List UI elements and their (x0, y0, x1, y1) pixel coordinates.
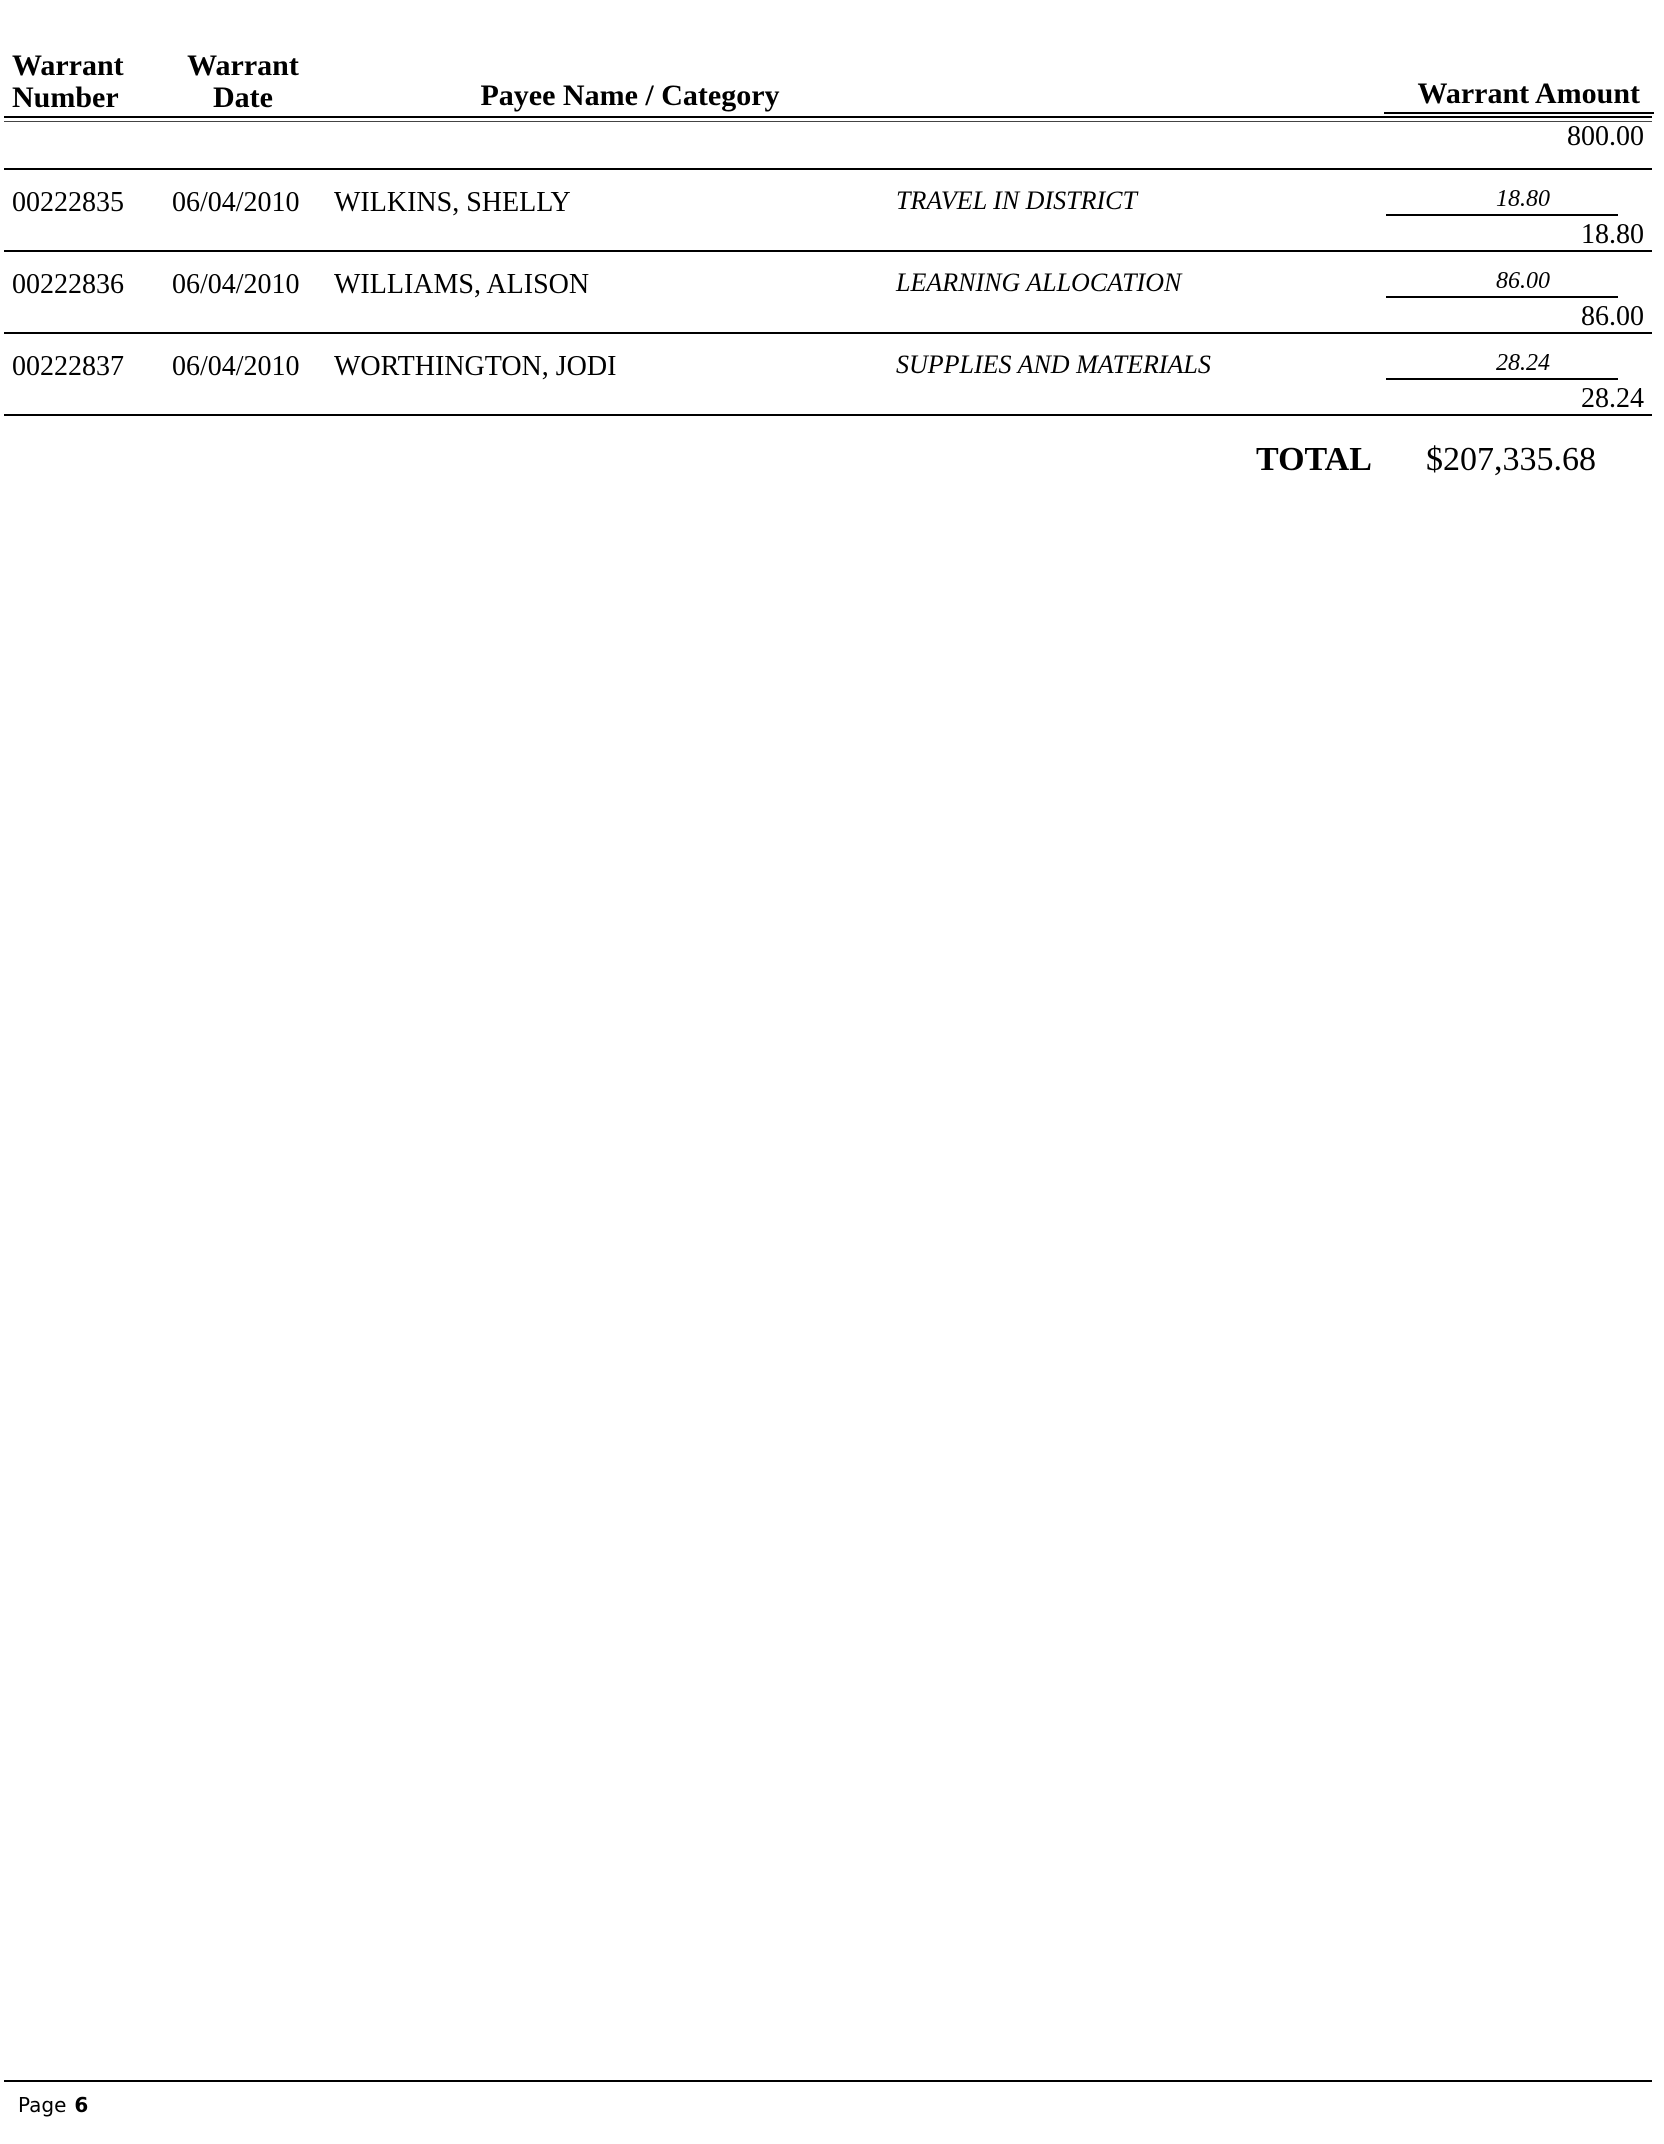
category: SUPPLIES AND MATERIALS (896, 350, 1211, 379)
warrant-total: 18.80 (1581, 219, 1644, 250)
table-row (4, 170, 1652, 252)
warrant-number: 00222835 (12, 187, 124, 218)
page-indicator (18, 2094, 88, 2116)
subtotal-rule (1386, 296, 1618, 298)
table-row (4, 252, 1652, 334)
warrant-number: 00222837 (12, 351, 124, 382)
category: LEARNING ALLOCATION (896, 268, 1182, 297)
payee-name: WILLIAMS, ALISON (334, 269, 590, 300)
header-warrant-number-line1: Warrant (12, 49, 124, 82)
header-warrant-amount: Warrant Amount (1417, 77, 1640, 110)
payee-name: WORTHINGTON, JODI (334, 351, 617, 382)
header-warrant-number (12, 50, 162, 114)
line-amount: 28.24 (1496, 350, 1550, 376)
header-warrant-number-line2: Number (12, 81, 119, 114)
grand-total-value: $207,335.68 (1426, 441, 1596, 478)
header-warrant-date-line1: Warrant (187, 49, 299, 82)
warrant-total: 28.24 (1581, 383, 1644, 414)
page-number: 6 (74, 2093, 89, 2117)
warrant-date: 06/04/2010 (172, 187, 300, 218)
page-label: Page (18, 2093, 67, 2117)
warrant-number: 00222836 (12, 269, 124, 300)
carryover-row (4, 122, 1652, 170)
row-divider (4, 414, 1652, 416)
header-amount-rule (1384, 112, 1654, 114)
header-rule (4, 116, 1652, 118)
payee-name: WILKINS, SHELLY (334, 187, 571, 218)
header-warrant-date (178, 50, 308, 114)
warrant-date: 06/04/2010 (172, 269, 300, 300)
grand-total-label: TOTAL (1256, 441, 1372, 478)
header-warrant-date-line2: Date (213, 81, 273, 114)
footer-rule (4, 2080, 1652, 2082)
category: TRAVEL IN DISTRICT (896, 186, 1137, 215)
carryover-total: 800.00 (1567, 121, 1644, 152)
subtotal-rule (1386, 378, 1618, 380)
line-amount: 18.80 (1496, 186, 1550, 212)
subtotal-rule (1386, 214, 1618, 216)
line-amount: 86.00 (1496, 268, 1550, 294)
table-row (4, 334, 1652, 416)
header-payee-category: Payee Name / Category (480, 79, 780, 112)
warrant-date: 06/04/2010 (172, 351, 300, 382)
warrant-total: 86.00 (1581, 301, 1644, 332)
